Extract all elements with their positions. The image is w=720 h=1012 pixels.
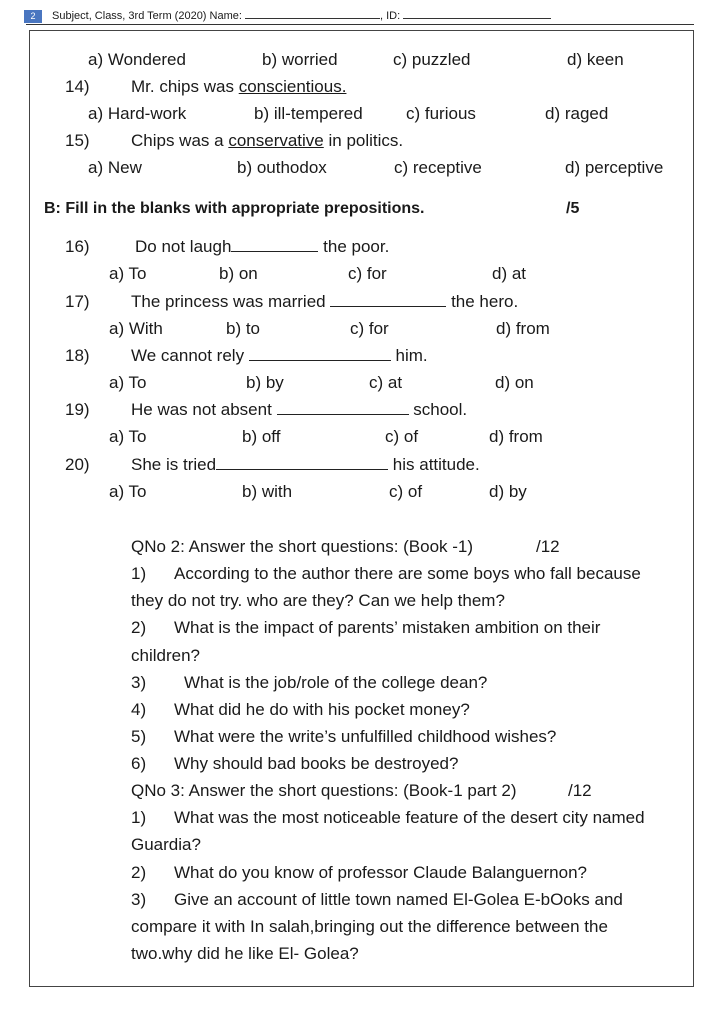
qno2-q2-line2: children?	[131, 646, 200, 665]
q15-option-a: a) New	[88, 158, 142, 177]
q17-text-before: The princess was married	[131, 292, 331, 311]
q19-text-before: He was not absent	[131, 400, 277, 419]
qno2-q3-number: 3)	[131, 673, 147, 692]
qno3-q1-line1: What was the most noticeable feature of the desert city named	[174, 808, 645, 827]
q15-question	[131, 130, 403, 152]
qno3-q3-line3: two.why did he like El- Golea?	[131, 944, 359, 963]
q15-option-d: d) perceptive	[565, 158, 664, 177]
qno2-q6-number: 6)	[131, 754, 147, 773]
q15-underlined-word: conservative	[228, 131, 324, 150]
qno2-q6: Why should bad books be destroyed?	[174, 754, 459, 773]
q18-text-before: We cannot rely	[131, 346, 249, 365]
q19-option-b: b) off	[242, 427, 281, 446]
q17-answer-blank	[330, 292, 446, 307]
q20-option-b: b) with	[242, 482, 293, 501]
qno2-q1-line2: they do not try. who are they? Can we help them?	[131, 591, 505, 610]
header-subject-name-label: Subject, Class, 3rd Term (2020) Name:	[52, 10, 242, 22]
q14-number: 14)	[65, 77, 90, 96]
q16-text-before: Do not laugh	[135, 237, 232, 256]
page-number: 2	[24, 10, 42, 23]
q15-option-c: c) receptive	[394, 158, 482, 177]
header-divider	[26, 24, 694, 25]
q16-text-after: the poor.	[323, 237, 390, 256]
section-b-marks: /5	[566, 200, 580, 217]
q15-number: 15)	[65, 131, 90, 150]
q18-option-a: a) To	[109, 373, 147, 392]
q14-underlined-word: conscientious.	[238, 77, 347, 96]
q17-option-b: b) to	[226, 319, 261, 338]
q18-question	[131, 345, 428, 367]
q17-option-c: c) for	[350, 319, 389, 338]
q14-text: Mr. chips was	[131, 77, 239, 96]
q16-number: 16)	[65, 237, 90, 256]
q19-answer-blank	[277, 400, 409, 415]
qno2-q5-number: 5)	[131, 727, 147, 746]
qno2-heading: QNo 2: Answer the short questions: (Book -1)	[131, 537, 474, 556]
q18-number: 18)	[65, 346, 90, 365]
qno2-q4-number: 4)	[131, 700, 147, 719]
qno3-q2-number: 2)	[131, 863, 147, 882]
q19-text-after: school.	[413, 400, 468, 419]
q18-text-after: him.	[395, 346, 428, 365]
q20-text-before: She is tried	[131, 455, 217, 474]
qno3-q1-number: 1)	[131, 808, 147, 827]
q17-option-a: a) With	[109, 319, 163, 338]
q17-option-d: d) from	[496, 319, 550, 338]
q20-answer-blank	[216, 455, 388, 470]
q16-option-b: b) on	[219, 264, 258, 283]
q15-text-before: Chips was a	[131, 131, 229, 150]
q14-question	[131, 76, 346, 98]
qno3-q1-line2: Guardia?	[131, 835, 201, 854]
q13-option-c: c) puzzled	[393, 50, 471, 69]
q19-question	[131, 399, 467, 421]
q18-option-c: c) at	[369, 373, 403, 392]
q17-number: 17)	[65, 292, 90, 311]
qno2-q2-line1: What is the impact of parents’ mistaken ambition on their	[174, 618, 601, 637]
q14-option-a: a) Hard-work	[88, 104, 187, 123]
qno2-q1-line1: According to the author there are some boys who fall because	[174, 564, 641, 583]
qno3-marks: /12	[568, 781, 592, 800]
q16-option-c: c) for	[348, 264, 387, 283]
q20-option-c: c) of	[389, 482, 423, 501]
q13-option-d: d) keen	[567, 50, 624, 69]
q17-text-after: the hero.	[451, 292, 519, 311]
q15-option-b: b) outhodox	[237, 158, 327, 177]
q19-option-d: d) from	[489, 427, 543, 446]
name-blank	[245, 8, 380, 19]
qno2-q1-number: 1)	[131, 564, 147, 583]
q20-text-after: his attitude.	[392, 455, 480, 474]
q14-option-d: d) raged	[545, 104, 609, 123]
qno3-q3-line1: Give an account of little town named El-Golea E-bOoks and	[174, 890, 623, 909]
q18-option-b: b) by	[246, 373, 284, 392]
q18-answer-blank	[249, 346, 391, 361]
qno3-q2: What do you know of professor Claude Balanguernon?	[174, 863, 587, 882]
qno2-marks: /12	[536, 537, 560, 556]
q14-option-b: b) ill-tempered	[254, 104, 363, 123]
q14-option-c: c) furious	[406, 104, 476, 123]
q19-option-a: a) To	[109, 427, 147, 446]
qno2-q3: What is the job/role of the college dean?	[184, 673, 488, 692]
header-id-label: , ID:	[380, 10, 401, 22]
q16-answer-blank	[231, 237, 318, 252]
qno2-q4: What did he do with his pocket money?	[174, 700, 470, 719]
q13-option-b: b) worried	[262, 50, 338, 69]
qno3-q3-line2: compare it with In salah,bringing out the difference between the	[131, 917, 608, 936]
q17-question	[131, 291, 518, 313]
id-blank	[403, 8, 551, 19]
q18-option-d: d) on	[495, 373, 534, 392]
q20-option-a: a) To	[109, 482, 147, 501]
q20-number: 20)	[65, 455, 90, 474]
qno2-q5: What were the write’s unfulfilled childhood wishes?	[174, 727, 557, 746]
q20-question	[131, 454, 480, 476]
header-text	[52, 7, 551, 25]
q19-option-c: c) of	[385, 427, 419, 446]
q13-option-a: a) Wondered	[88, 50, 186, 69]
qno2-q2-number: 2)	[131, 618, 147, 637]
qno3-heading: QNo 3: Answer the short questions: (Book-1 part 2)	[131, 781, 517, 800]
q19-number: 19)	[65, 400, 90, 419]
q15-text-after: in politics.	[323, 131, 404, 150]
q16-question	[135, 236, 389, 258]
q16-option-d: d) at	[492, 264, 527, 283]
section-b-heading: B: Fill in the blanks with appropriate prepositions.	[44, 200, 425, 217]
q20-option-d: d) by	[489, 482, 527, 501]
page-header	[24, 7, 684, 25]
qno3-q3-number: 3)	[131, 890, 147, 909]
q16-option-a: a) To	[109, 264, 147, 283]
